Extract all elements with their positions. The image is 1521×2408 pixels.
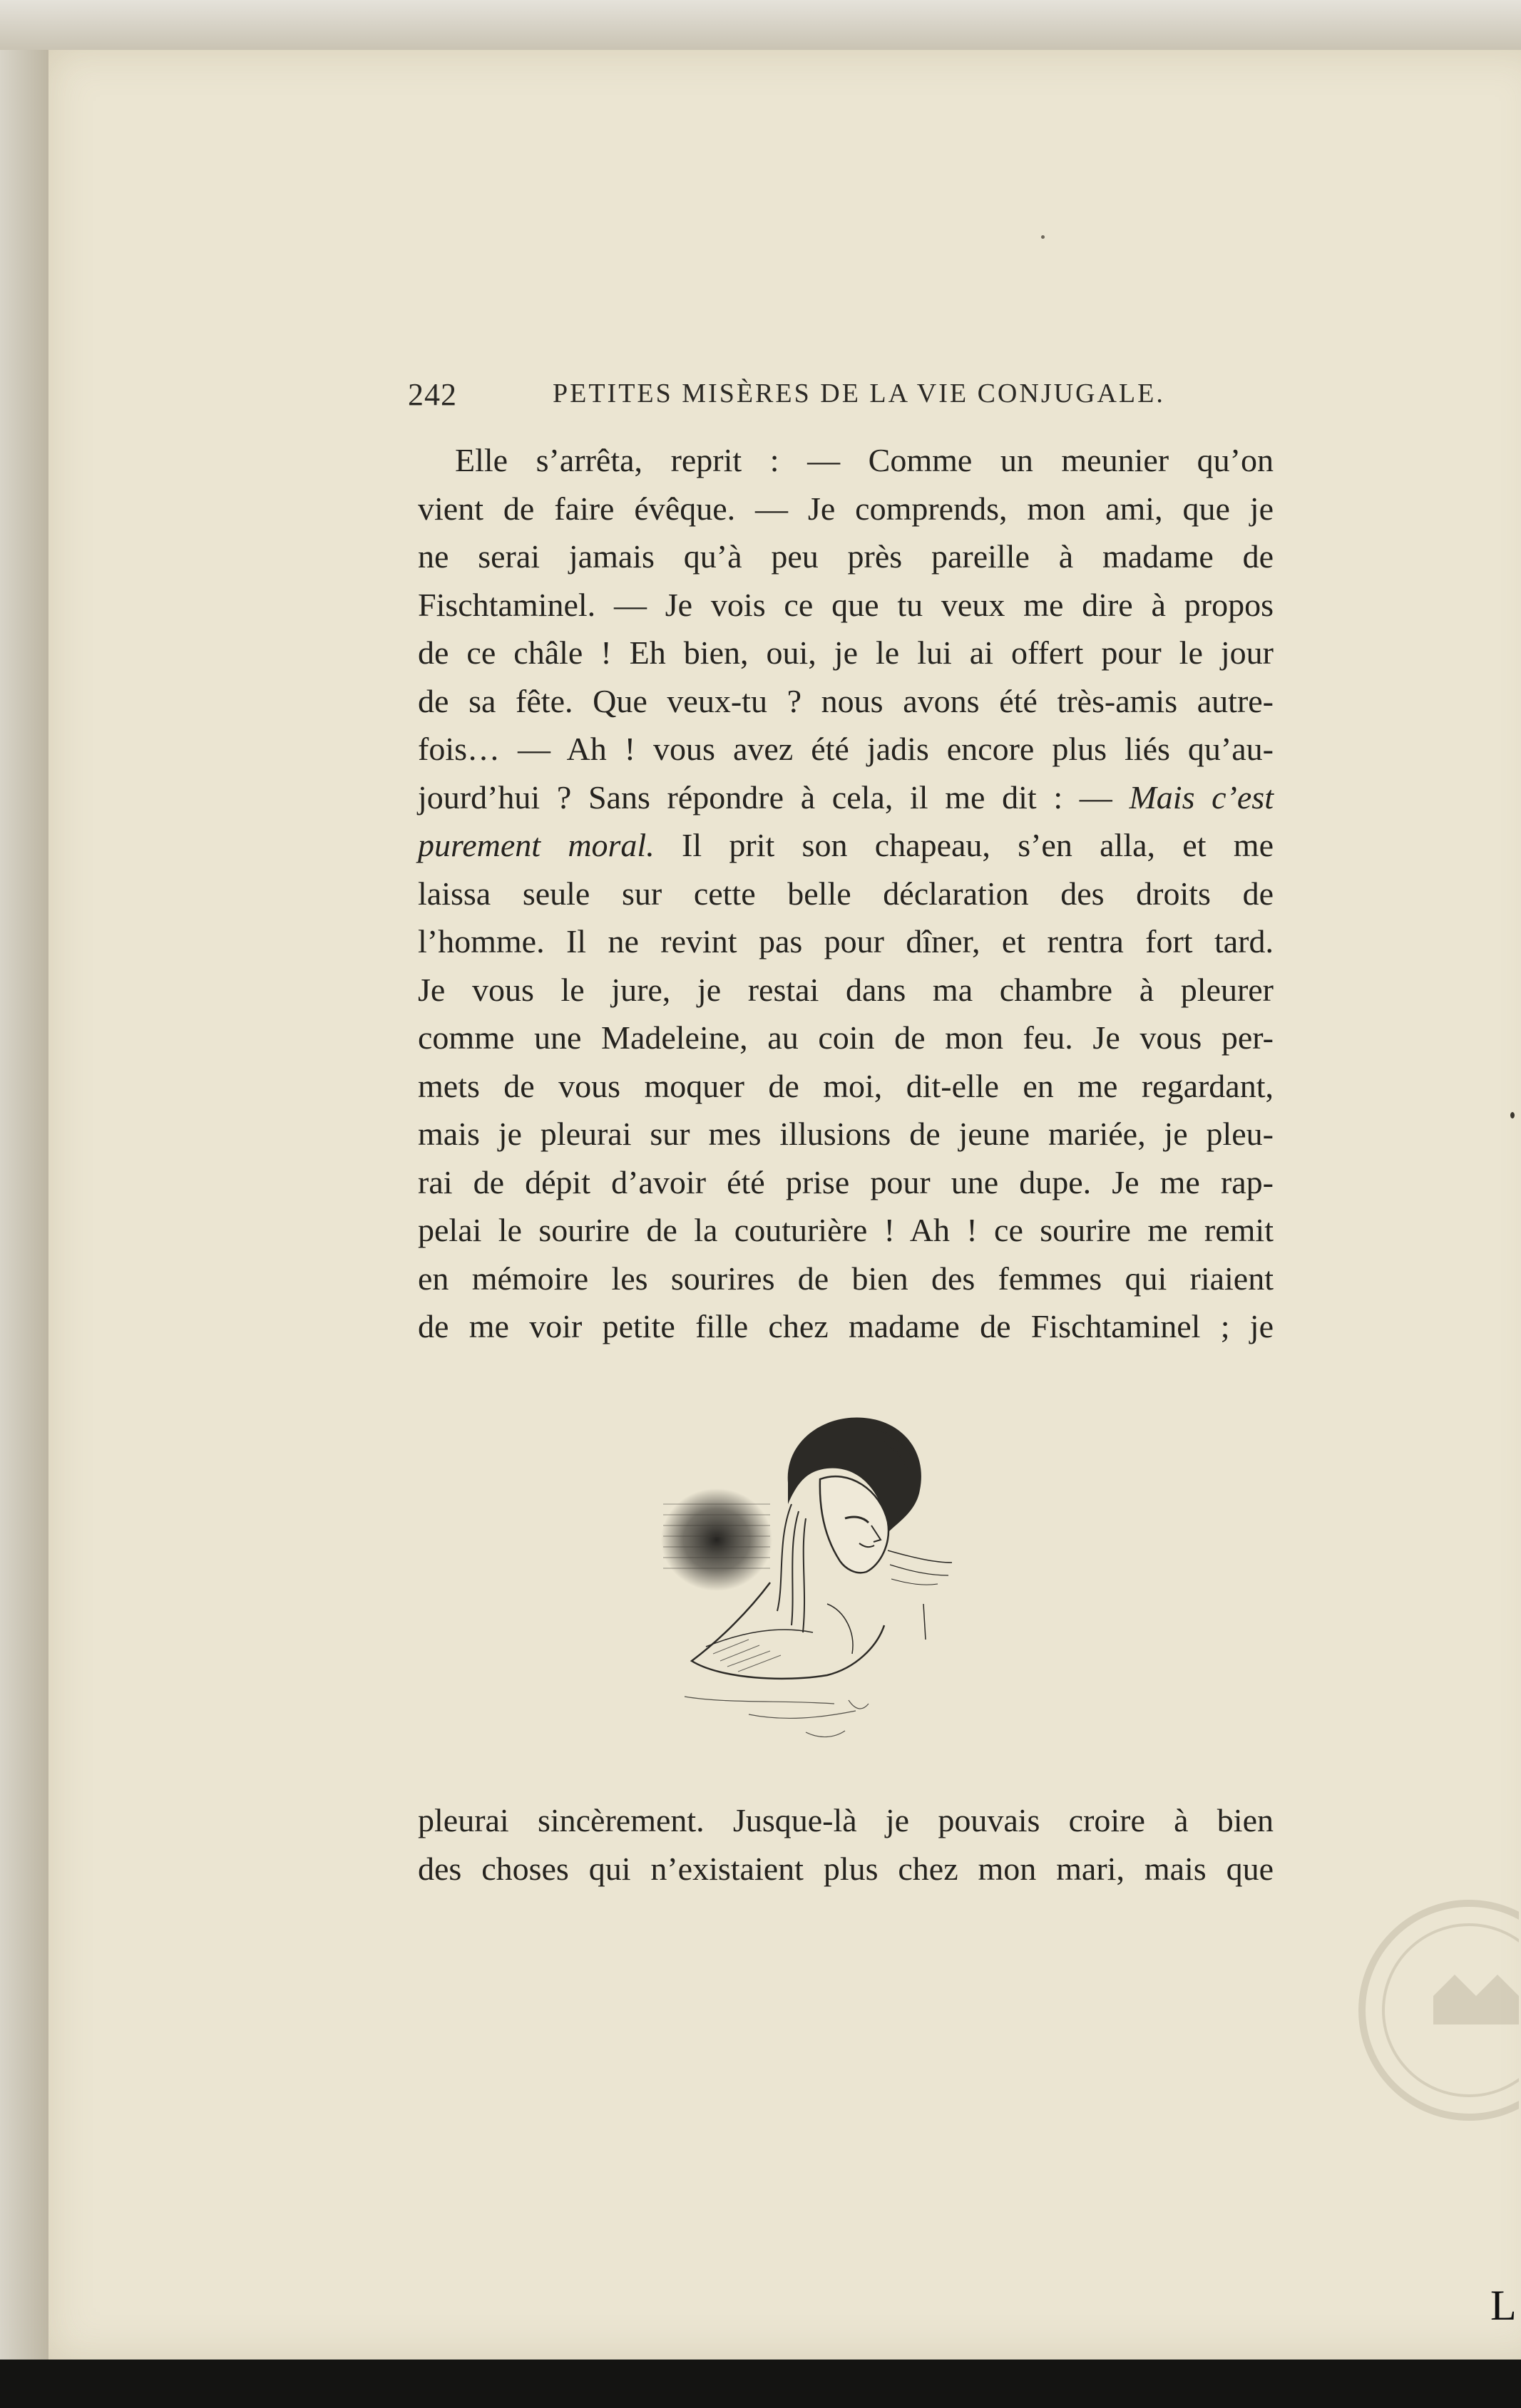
running-head: PETITES MISÈRES DE LA VIE CONJUGALE.: [553, 379, 1165, 408]
text-line: l’homme. Il ne revint pas pour dîner, et rentra fort tard.: [418, 923, 1274, 959]
corner-mark: L: [1490, 2282, 1517, 2329]
page-number: 242: [408, 377, 457, 412]
text-fragment: jourd’hui ? Sans répondre à cela, il me dit : —: [418, 778, 1130, 815]
text-line: Elle s’arrêta, reprit : — Comme un meunier qu’on: [455, 442, 1274, 478]
text-line: fois… — Ah ! vous avez été jadis encore plus liés qu’au-: [418, 731, 1274, 767]
text-line: pleurai sincèrement. Jusque-là je pouvais croire à bien: [418, 1802, 1274, 1838]
text-line: comme une Madeleine, au coin de mon feu. Je vous per-: [418, 1019, 1274, 1056]
text-line: Fischtaminel. — Je vois ce que tu veux me dire à propos: [418, 586, 1274, 623]
text-line: Je vous le jure, je restai dans ma chambre à pleurer: [418, 971, 1274, 1008]
text-line: laissa seule sur cette belle déclaration des droits de: [418, 875, 1274, 912]
text-line: en mémoire les sourires de bien des femmes qui riaient: [418, 1260, 1274, 1297]
text-line: de ce châle ! Eh bien, oui, je le lui ai offert pour le jour: [418, 634, 1274, 671]
text-line-with-italic: [418, 821, 1274, 870]
body-text-bottom: [418, 1796, 1274, 1893]
text-line: rai de dépit d’avoir été prise pour une dupe. Je me rap-: [418, 1163, 1274, 1200]
paper-speck: [1041, 235, 1045, 239]
italic-fragment: purement moral.: [418, 827, 655, 863]
library-stamp-icon: [1348, 1889, 1519, 2131]
text-line: vient de faire évêque. — Je comprends, mon ami, que je: [418, 490, 1274, 527]
sleeping-woman-engraving-icon: [642, 1397, 956, 1754]
text-line: pelai le sourire de la couturière ! Ah ! ce sourire me remit: [418, 1212, 1274, 1248]
text-line: ne serai jamais qu’à peu près pareille à madame de: [418, 538, 1274, 575]
bottom-edge: [0, 2360, 1521, 2408]
text-fragment: Il prit son chapeau, s’en alla, et me: [654, 827, 1274, 863]
top-margin-shadow: [0, 0, 1521, 50]
text-line: de sa fête. Que veux-tu ? nous avons été très-amis autre-: [418, 682, 1274, 719]
paper-speck: [1510, 1112, 1515, 1118]
text-line: mais je pleurai sur mes illusions de jeune mariée, je pleu-: [418, 1116, 1274, 1152]
body-text-top: [418, 436, 1274, 1351]
text-line: des choses qui n’existaient plus chez mon mari, mais que: [418, 1850, 1274, 1887]
text-line: de me voir petite fille chez madame de Fischtaminel ; je: [418, 1308, 1274, 1344]
italic-fragment: Mais c’est: [1129, 778, 1274, 815]
text-line-with-italic: [418, 773, 1274, 822]
left-binding-edge: [0, 50, 48, 2360]
text-line: mets de vous moquer de moi, dit-elle en me regardant,: [418, 1067, 1274, 1104]
